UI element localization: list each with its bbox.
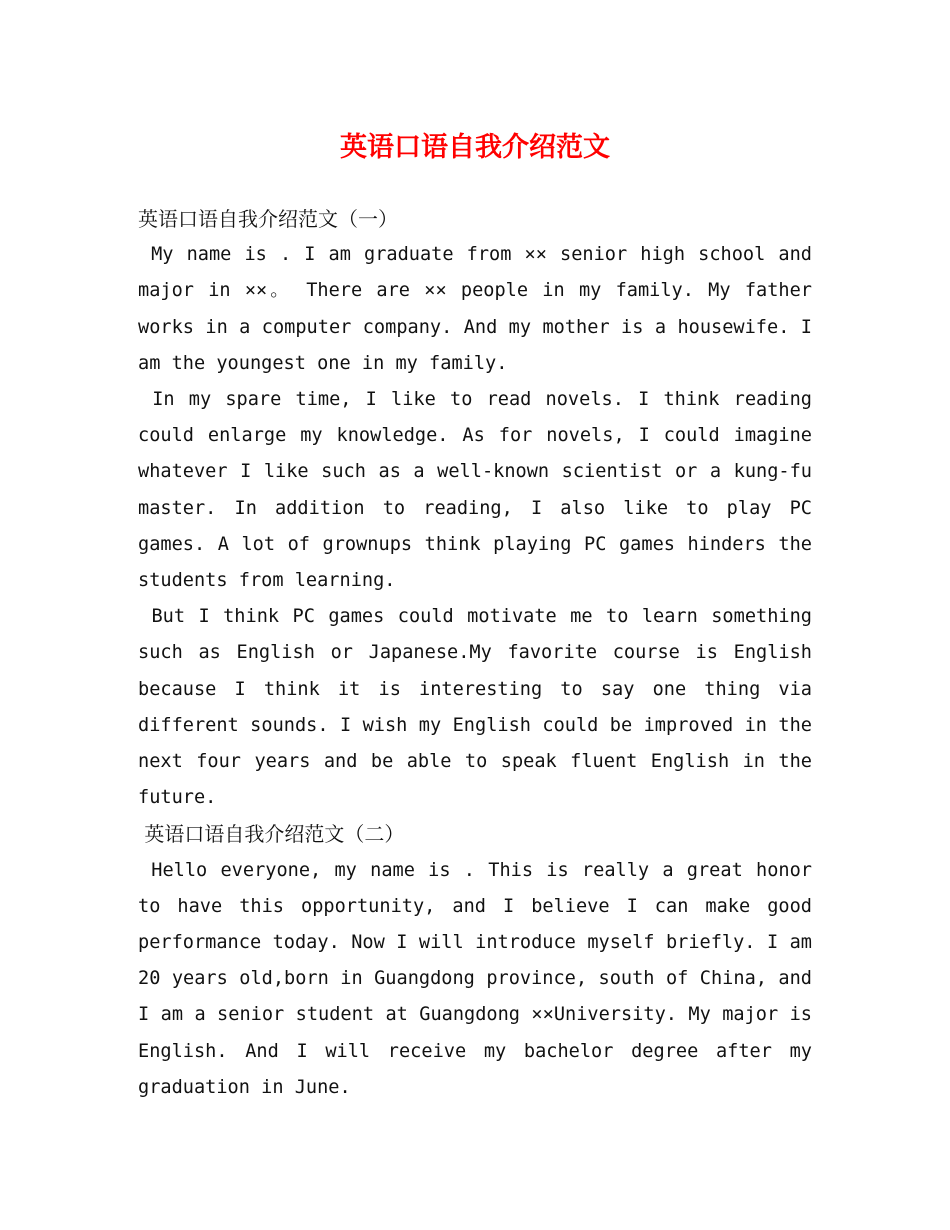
document-title: 英语口语自我介绍范文: [340, 132, 610, 163]
paragraph: Hello everyone, my name is . This is really a great honor to have this opportunity, and I believe I can make good performance today. Now I will introduce myself briefly. I am 20 years old,born in Guangdong province, south of China, and I am a senior student at Guangdong ××University. My major is English. And I will receive my bachelor degree after my graduation in June.: [138, 859, 824, 1098]
paragraph: My name is . I am graduate from ×× senior high school and major in ××。 There are ×× people in my family. My father works in a computer company. And my mother is a housewife. I am the youngest one in my family.: [138, 244, 824, 374]
section-heading-2: 英语口语自我介绍范文（二）: [138, 822, 405, 847]
paragraph: In my spare time, I like to read novels. I think reading could enlarge my knowledge. As for novels, I could imagine whatever I like such as a well-known scientist or a kung-fu master. In addition to reading, I also like to play PC games. A lot of grownups think playing PC games hinders the students from learning.: [138, 389, 824, 592]
section-heading-1: 英语口语自我介绍范文（一）: [138, 207, 398, 231]
document-body: [138, 201, 824, 1106]
paragraph: But I think PC games could motivate me to learn something such as English or Japanese.My favorite course is English because I think it is interesting to say one thing via different sounds. I wish my English could be improved in the next four years and be able to speak fluent English in the future.: [138, 606, 824, 809]
